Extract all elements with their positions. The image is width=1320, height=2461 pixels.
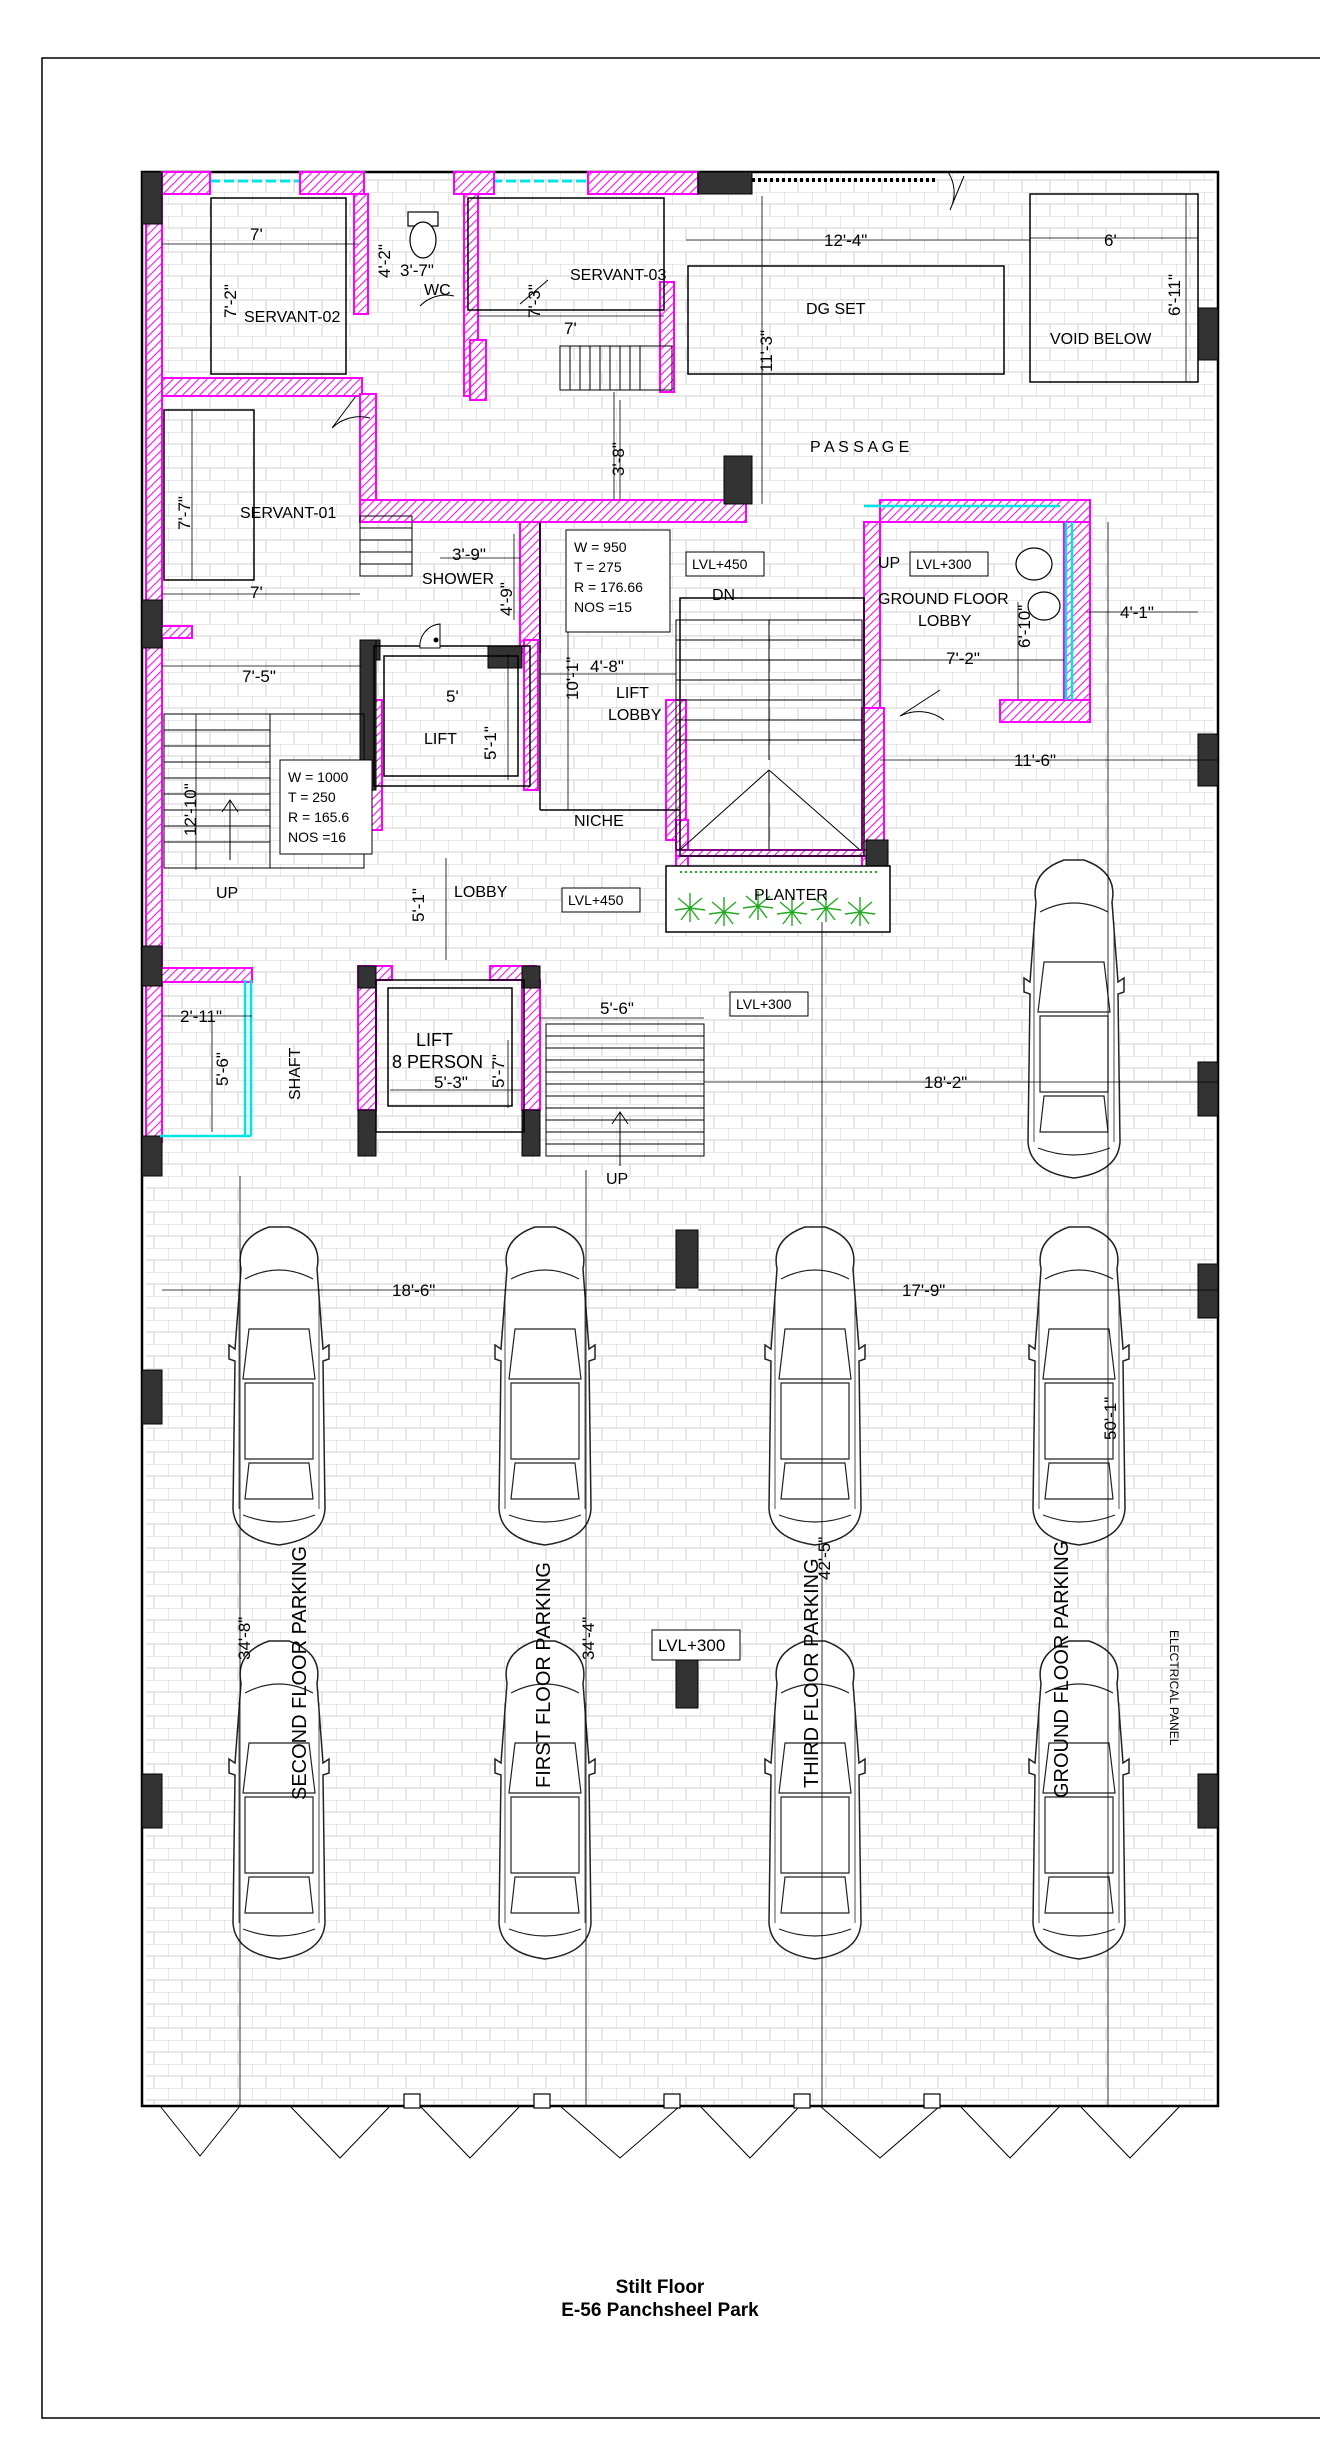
car-row1-col1 [229,1227,329,1545]
dim-liftlobby-w: 4'-8" [590,657,624,676]
dim-gfl-h: 6'-10" [1015,604,1034,648]
dim-servant03-w: 7' [564,319,577,338]
dim-bay-right: 18'-2" [924,1073,968,1092]
drawing-title-block [0,2276,1320,2322]
room-void-below: VOID BELOW [1050,331,1152,348]
dim-depth-4: 50'-1" [1101,1396,1120,1440]
room-lift-lobby-1: LIFT [616,685,649,702]
dim-stair-h: 12'-10" [181,783,200,836]
car-row1-col4 [1029,1227,1129,1545]
dim-depth-3: 42'-5" [815,1536,834,1580]
stair-upper-nos: NOS =15 [574,599,632,615]
room-electrical-panel: ELECTRICAL PANEL [1167,1630,1181,1746]
stair-lower-w: W = 1000 [288,769,349,785]
room-shower: SHOWER [422,571,494,588]
label-up-stair: UP [878,555,901,572]
room-lift-lobby-2: LOBBY [608,707,662,724]
room-shaft: SHAFT [287,1047,304,1100]
room-lift-8-2: 8 PERSON [392,1052,484,1072]
stair-lower-r: R = 165.6 [288,809,350,825]
room-dg-set: DG SET [806,301,866,318]
label-dn: DN [712,587,736,604]
dim-servant01-h: 7'-7" [175,496,194,530]
dim-servant01-w: 7' [250,583,263,602]
room-servant-01: SERVANT-01 [240,505,337,522]
dim-shaft-h: 5'-6" [213,1052,232,1086]
room-gf-lobby-1: GROUND FLOOR [878,591,1009,608]
room-servant-03: SERVANT-03 [570,267,667,284]
car-row2-col4 [1029,1641,1129,1959]
drawing-title: Stilt Floor [615,2277,705,2298]
stair-lower-t: T = 250 [288,789,336,805]
dim-lift-w: 5' [446,687,459,706]
dim-liftlobby-h: 10'-1" [563,656,582,700]
stair-upper-w: W = 950 [574,539,627,555]
dim-dgset-h: 11'-3" [757,329,776,372]
dim-servant02-h: 7'-2" [221,284,240,318]
dim-wc-h: 4'-2" [375,244,394,278]
dim-shaft-w: 2'-11" [180,1007,223,1026]
car-row1-col2 [495,1227,595,1545]
dim-servant03-h: 7'-3" [525,284,544,318]
dim-lift-h: 5'-1" [481,726,500,760]
stair-lower-nos: NOS =16 [288,829,346,845]
dim-lobby-h: 5'-1" [409,888,428,922]
room-planter: PLANTER [754,887,828,904]
level-300-mid: LVL+300 [736,996,792,1012]
room-lobby: LOBBY [454,884,508,901]
stair-schedule-lower [280,760,372,854]
parking-col4: GROUND FLOOR PARKING [1051,1540,1073,1798]
dim-shower-w: 3'-9" [452,545,486,564]
level-300-gf: LVL+300 [916,556,972,572]
dim-void-h: 6'-11" [1165,273,1184,316]
level-450-top: LVL+450 [692,556,748,572]
room-passage: P A S S A G E [810,439,910,456]
car-top-right [1024,860,1124,1178]
dim-void-w: 6' [1104,231,1117,250]
dim-dgset-w: 12'-4" [824,231,868,250]
dim-lift8-w: 5'-3" [434,1073,468,1092]
stair-upper-t: T = 275 [574,559,622,575]
dim-wc-w: 3'-7" [400,261,434,280]
dim-gfl-side: 4'-1" [1120,603,1154,622]
label-up-bottom: UP [606,1171,629,1188]
dim-depth-2: 34'-4" [579,1616,598,1660]
level-450-lobby: LVL+450 [568,892,624,908]
parking-col2: FIRST FLOOR PARKING [533,1562,555,1788]
room-gf-lobby-2: LOBBY [918,613,972,630]
parking-col1: SECOND FLOOR PARKING [289,1545,311,1800]
room-wc: WC [424,282,451,299]
room-niche: NICHE [574,813,624,830]
car-row1-col3 [765,1227,865,1545]
dim-gfl-w: 7'-2" [946,649,980,668]
dim-shower-h: 4'-9" [497,582,516,616]
car-row2-col1 [229,1641,329,1959]
room-servant-02: SERVANT-02 [244,309,341,326]
dim-stair-w: 7'-5" [242,667,276,686]
stair-upper-r: R = 176.66 [574,579,643,595]
stair-schedule-upper [566,530,670,632]
dim-park-right: 17'-9" [902,1281,946,1300]
parking-col3: THIRD FLOOR PARKING [801,1558,823,1788]
dim-bay-top: 11'-6" [1014,751,1057,770]
level-300-parking: LVL+300 [658,1636,726,1655]
room-lift-small: LIFT [424,731,457,748]
dim-passage-h: 3'-8" [609,442,628,476]
dim-lift8-h: 5'-7" [489,1054,508,1088]
drawing-subtitle: E-56 Panchsheel Park [561,2300,759,2321]
dim-steps-w: 5'-6" [600,999,634,1018]
label-up-left: UP [216,885,239,902]
dim-depth-1: 34'-8" [235,1616,254,1660]
wc-fixture [408,212,438,258]
room-lift-8-1: LIFT [416,1030,454,1050]
dim-servant02-w: 7' [250,225,263,244]
dim-park-left: 18'-6" [392,1281,436,1300]
